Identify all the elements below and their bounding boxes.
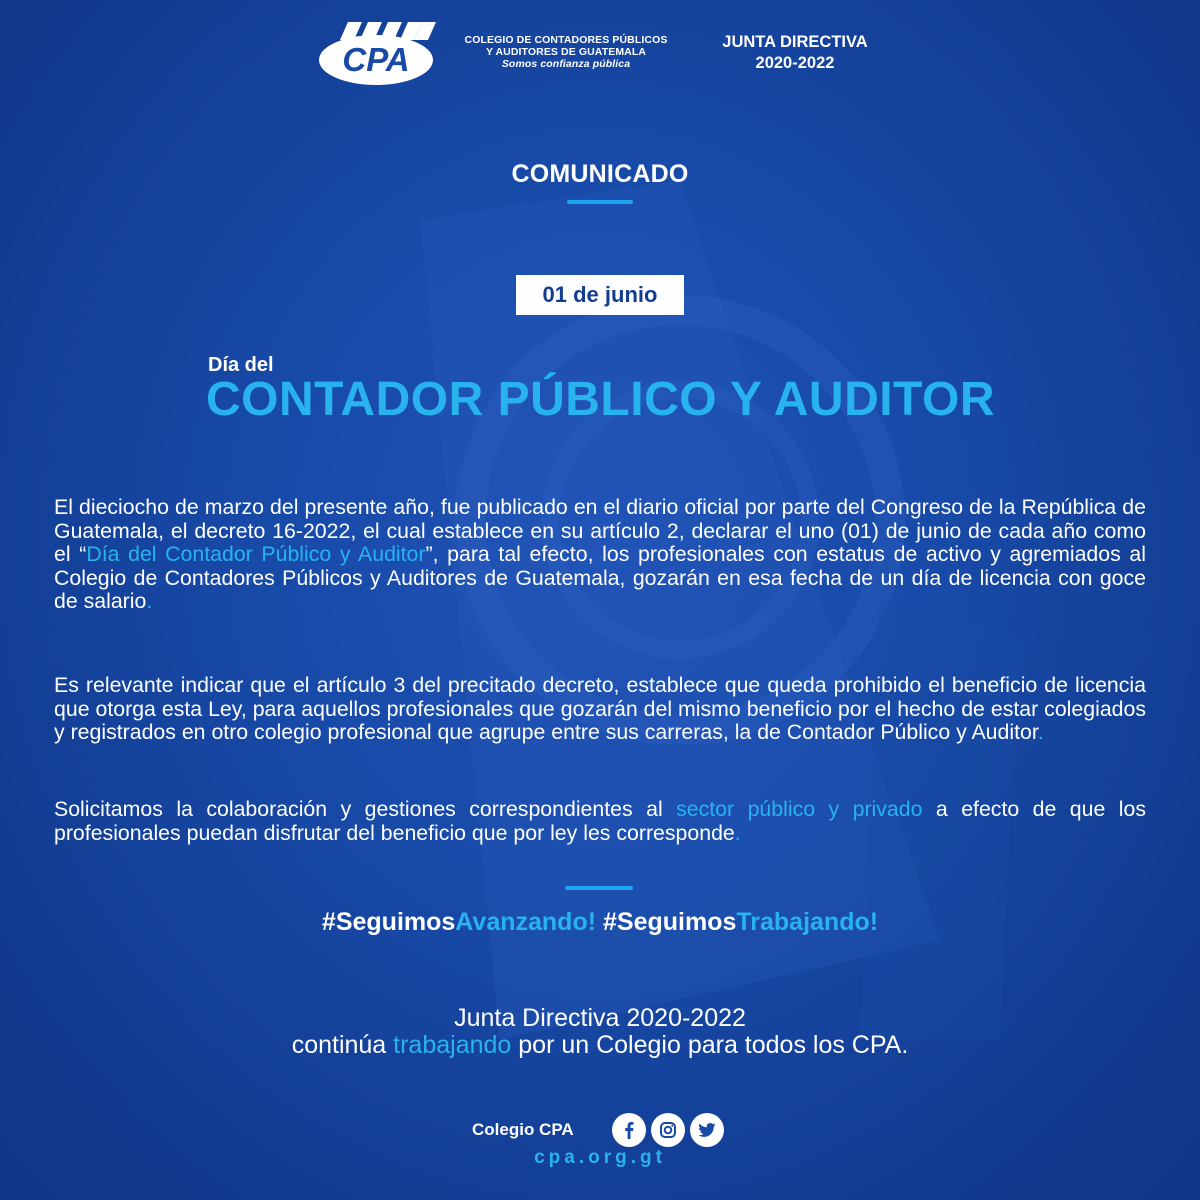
org-name-line1: COLEGIO DE CONTADORES PÚBLICOS [464, 34, 668, 46]
closing-message [0, 1005, 1200, 1059]
title-small: Día del [208, 354, 274, 376]
paragraph-2 [54, 674, 1146, 745]
hashtag-1-word: Avanzando! [455, 908, 597, 936]
footer-organization-name: Colegio CPA [472, 1120, 574, 1139]
junta-line1: JUNTA DIRECTIVA [722, 33, 868, 51]
divider-line [565, 886, 633, 890]
junta-line2: 2020-2022 [755, 54, 835, 72]
closing-line-2 [0, 1032, 1200, 1059]
paragraph-2-period: . [1037, 720, 1044, 744]
hashtag-2-word: Trabajando! [736, 908, 879, 936]
paragraph-1 [54, 496, 1146, 614]
hashtags [0, 908, 1200, 937]
organization-name [448, 34, 684, 70]
closing-line-1: Junta Directiva 2020-2022 [454, 1004, 746, 1032]
cpa-logo [318, 20, 436, 86]
hashtag-2-prefix: #Seguimos [603, 908, 737, 936]
website-link[interactable]: cpa.org.gt [534, 1147, 666, 1168]
org-name-line2: Y AUDITORES DE GUATEMALA [485, 46, 647, 58]
paragraph-3-period: . [734, 820, 741, 845]
hashtag-1-prefix: #Seguimos [321, 908, 456, 936]
main-title: CONTADOR PÚBLICO Y AUDITOR [206, 373, 996, 426]
paragraph-1-text-start: El dieciocho de marzo del presente año, fue publicado en el diario oficial por parte del Congreso de la República de Guatemala, el decreto 16-2022, el cual establece en su artículo 2, declarar el uno (01) de junio de cada año como el “ [54, 495, 1146, 566]
twitter-icon[interactable] [690, 1113, 724, 1147]
org-motto: Somos confianza pública [501, 58, 631, 70]
date-badge: 01 de junio [516, 275, 684, 315]
section-title: COMUNICADO [511, 160, 689, 188]
closing-line-2-end: por un Colegio para todos los CPA. [511, 1031, 909, 1059]
paragraph-2-text: Es relevante indicar que el artículo 3 del precitado decreto, establece que queda prohibido el beneficio de licencia que otorga esta Ley, para aquellos profesionales que gozarán del mismo beneficio por el hecho de estar colegiados y registrados en otro colegio profesional que agrupe entre sus carreras, la de Contador Público y Auditor [54, 673, 1146, 744]
instagram-icon[interactable] [651, 1113, 685, 1147]
paragraph-1-period: . [146, 589, 153, 613]
paragraph-3-text-end: a efecto de que los profesionales puedan disfrutar del beneficio que por ley les corresponde [54, 797, 1146, 845]
svg-text:CPA: CPA [342, 41, 410, 78]
header [0, 18, 1200, 88]
paragraph-1-highlight: Día del Contador Público y Auditor [86, 542, 426, 566]
paragraph-3-text-start: Solicitamos la colaboración y gestiones correspondientes al [54, 797, 677, 821]
title-underline [567, 200, 633, 204]
junta-directiva-label [700, 32, 890, 74]
paragraph-3-highlight: sector público y privado [676, 797, 923, 821]
paragraph-1-text-end: ”, para tal efecto, los profesionales con estatus de activo y agremiados al Colegio de Contadores Públicos y Auditores de Guatemala, gozarán en esa fecha de un día de licencia con goce de salario [54, 542, 1146, 613]
facebook-icon[interactable] [612, 1113, 646, 1147]
paragraph-3 [54, 798, 1146, 845]
closing-line-2-highlight: trabajando [393, 1031, 512, 1059]
closing-line-2-start: continúa [291, 1031, 394, 1059]
